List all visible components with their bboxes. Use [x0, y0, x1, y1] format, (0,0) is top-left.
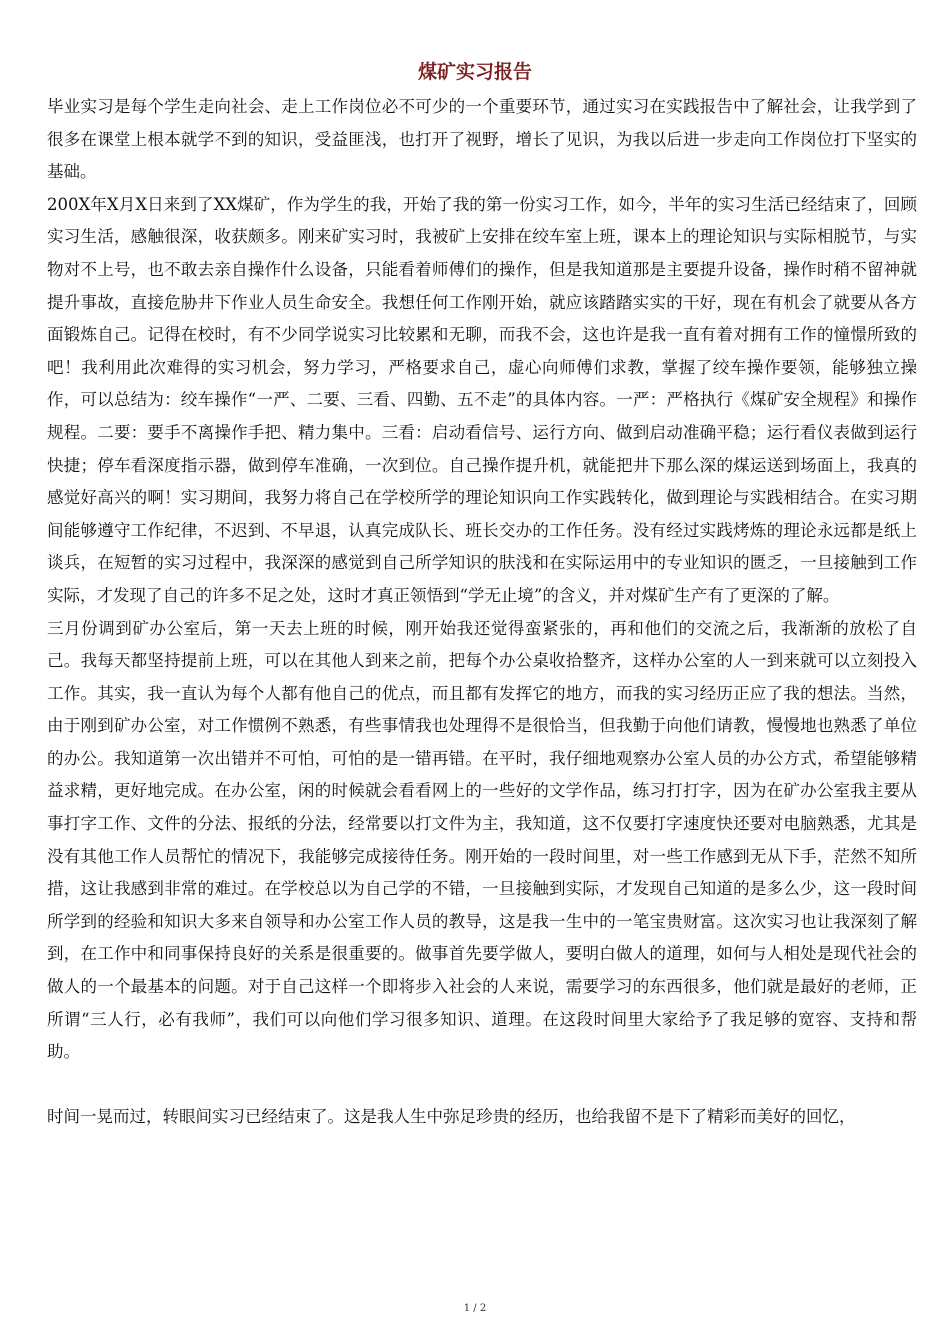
paragraph-intro: 毕业实习是每个学生走向社会、走上工作岗位必不可少的一个重要环节，通过实习在实践报告中了解社会，让我学到了很多在课堂上根本就学不到的知识，受益匪浅，也打开了视野，增长了见识，为我以后进一步走向工作岗位打下坚实的基础。	[47, 97, 917, 182]
document-title: 煤矿实习报告	[417, 61, 532, 83]
paragraph-conclusion: 时间一晃而过，转眼间实习已经结束了。这是我人生中弥足珍贵的经历，也给我留不是下了精彩而美好的回忆，	[47, 1106, 856, 1126]
paragraph-winch-room: 200X年X月X日来到了XX煤矿，作为学生的我，开始了我的第一份实习工作，如今，半年的实习生活已经结束了，回顾实习生活，感触很深，收获颇多。刚来矿实习时，我被矿上安排在绞车室上班，课本上的理论知识与实际相脱节，与实物对不上号，也不敢去亲自操作什么设备，只能看着师傅们的操作，但是我知道那是主要提升设备，操作时稍不留神就提升事故，直接危胁井下作业人员生命安全。我想任何工作刚开始，就应该踏踏实实的干好，现在有机会了就要从各方面锻炼自己。记得在校时，有不少同学说实习比较累和无聊，而我不会，这也许是我一直有着对拥有工作的憧憬所致的吧！我利用此次难得的实习机会，努力学习，严格要求自己，虚心向师傅们求教，掌握了绞车操作要领，能够独立操作，可以总结为：绞车操作“一严、二要、三看、四勤、五不走”的具体内容。一严：严格执行《煤矿安全规程》和操作规程。二要：要手不离操作手把、精力集中。三看：启动看信号、运行方向、做到启动准确平稳；运行看仪表做到运行快捷；停车看深度指示器，做到停车准确，一次到位。自己操作提升机，就能把井下那么深的煤运送到场面上，我真的感觉好高兴的啊！实习期间，我努力将自己在学校所学的理论知识向工作实践转化，做到理论与实践相结合。在实习期间能够遵守工作纪律，不迟到、不早退，认真完成队长、班长交办的工作任务。没有经过实践烤炼的理论永远都是纸上谈兵，在短暂的实习过程中，我深深的感觉到自己所学知识的肤浅和在实际运用中的专业知识的匮乏，一旦接触到工作实际，才发现了自己的许多不足之处，这时才真正领悟到“学无止境”的含义，并对煤矿生产有了更深的了解。	[47, 194, 917, 605]
page-number: 1 / 2	[463, 1303, 487, 1314]
document-body	[47, 91, 917, 1133]
paragraph-office: 三月份调到矿办公室后，第一天去上班的时候，刚开始我还觉得蛮紧张的，再和他们的交流之后，我渐渐的放松了自己。我每天都坚持提前上班，可以在其他人到来之前，把每个办公桌收拾整齐，这样办公室的人一到来就可以立刻投入工作。其实，我一直认为每个人都有他自己的优点，而且都有发挥它的地方，而我的实习经历正应了我的想法。当然，由于刚到矿办公室，对工作惯例不熟悉，有些事情我也处理得不是很恰当，但我勤于向他们请教，慢慢地也熟悉了单位的办公。我知道第一次出错并不可怕，可怕的是一错再错。在平时，我仔细地观察办公室人员的办公方式，希望能够精益求精，更好地完成。在办公室，闲的时候就会看看网上的一些好的文学作品，练习打打字，因为在矿办公室我主要从事打字工作、文件的分法、报纸的分法，经常要以打文件为主，我知道，这不仅要打字速度快还要对电脑熟悉，尤其是没有其他工作人员帮忙的情况下，我能够完成接待任务。刚开始的一段时间里，对一些工作感到无从下手，茫然不知所措，这让我感到非常的难过。在学校总以为自己学的不错，一旦接触到实际，才发现自己知道的是多么少，这一段时间所学到的经验和知识大多来自领导和办公室工作人员的教导，这是我一生中的一笔宝贵财富。这次实习也让我深刻了解到，在工作中和同事保持良好的关系是很重要的。做事首先要学做人，要明白做人的道理，如何与人相处是现代社会的做人的一个最基本的问题。对于自己这样一个即将步入社会的人来说，需要学习的东西很多，他们就是最好的老师，正所谓“三人行，必有我师”，我们可以向他们学习很多知识、道理。在这段时间里大家给予了我足够的宽容、支持和帮助。	[47, 618, 917, 1062]
